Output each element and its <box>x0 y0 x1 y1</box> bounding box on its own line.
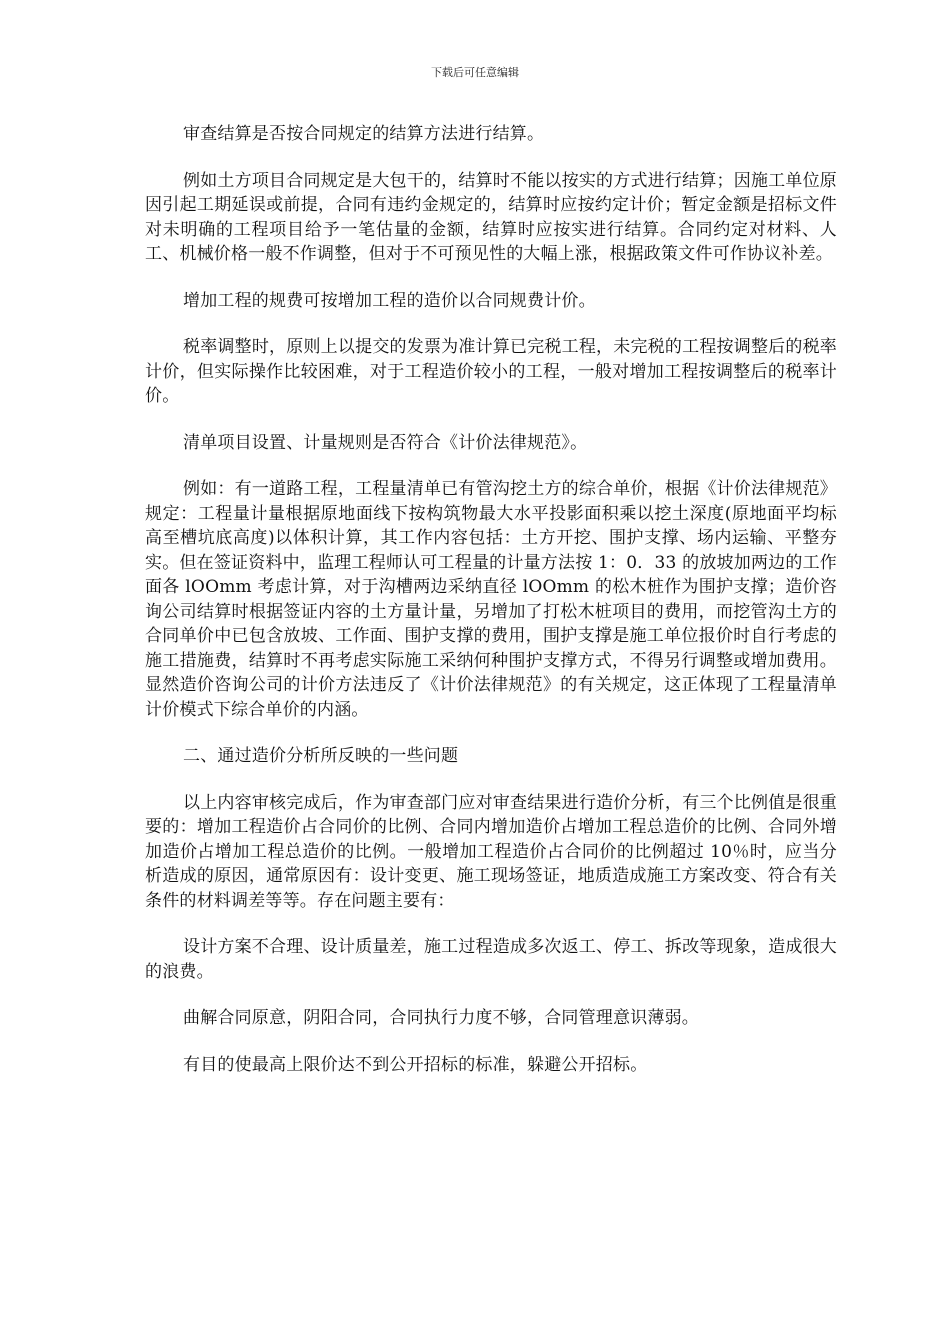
page-header: 下载后可任意编辑 <box>431 66 519 79</box>
paragraph-9: 曲解合同原意，阴阳合同，合同执行力度不够，合同管理意识薄弱。 <box>183 1008 699 1028</box>
paragraph-5: 清单项目设置、计量规则是否符合《计价法律规范》。 <box>183 432 588 453</box>
paragraph-1: 审查结算是否按合同规定的结算方法进行结算。 <box>183 124 545 144</box>
paragraph-6: 例如：有一道路工程，工程量清单已有管沟挖土方的综合单价，根据《计价法律规范》规定：工程量计量根据原地面线下按构筑物最大水平投影面积乘以挖土深度(原地面平均标高至槽坑底高度)以体积计算，其工作内容包括：土方开挖、围护支撑、场内运输、平整夯实。但在签证资料中，监理工程师认可工程量的计量方法按 1：0．33 的放坡加两边的工作面各 lOOmm 考虑计算，对于沟槽两边采纳直径 lOOmm 的松木桩作为围护支撑；造价咨询公司结算时根据签证内容的土方量计量，另增加了打松木桩项目的费用，而挖管沟土方的合同单价中已包含放坡、工作面、围护支撑的费用，围护支撑是施工单位报价时自行考虑的施工措施费，结算时不再考虑实际施工采纳何种围护支撑方式，不得另行调整或增加费用。显然造价咨询公司的计价方法违反了《计价法律规范》的有关规定，这正体现了工程量清单计价模式下综合单价的内涵。 <box>145 479 837 720</box>
section-heading: 二、通过造价分析所反映的一些问题 <box>183 746 459 766</box>
paragraph-7: 以上内容审核完成后，作为审查部门应对审查结果进行造价分析，有三个比例值是很重要的：增加工程造价占合同价的比例、合同内增加造价占增加工程总造价的比例、合同外增加造价占增加工程总造价的比例。一般增加工程造价占合同价的比例超过 10％时，应当分析造成的原因，通常原因有：设计变更、施工现场签证，地质造成施工方案改变、符合有关条件的材料调差等等。存在问题主要有： <box>145 792 837 911</box>
paragraph-2: 例如土方项目合同规定是大包干的，结算时不能以按实的方式进行结算；因施工单位原因引起工期延误或前提，合同有违约金规定的，结算时应按约定计价；暂定金额是招标文件对未明确的工程项目给予一笔估量的金额，结算时应按实进行结算。合同约定对材料、人工、机械价格一般不作调整，但对于不可预见性的大幅上涨，根据政策文件可作协议补差。 <box>145 170 837 264</box>
paragraph-4: 税率调整时，原则上以提交的发票为准计算已完税工程，未完税的工程按调整后的税率计价，但实际操作比较困难，对于工程造价较小的工程，一般对增加工程按调整后的税率计价。 <box>145 337 837 406</box>
document-body <box>145 122 837 1099</box>
paragraph-8: 设计方案不合理、设计质量差，施工过程造成多次返工、停工、拆改等现象，造成很大的浪费。 <box>145 937 837 982</box>
paragraph-3: 增加工程的规费可按增加工程的造价以合同规费计价。 <box>183 290 596 311</box>
paragraph-10: 有目的使最高上限价达不到公开招标的标准，躲避公开招标。 <box>183 1054 648 1075</box>
